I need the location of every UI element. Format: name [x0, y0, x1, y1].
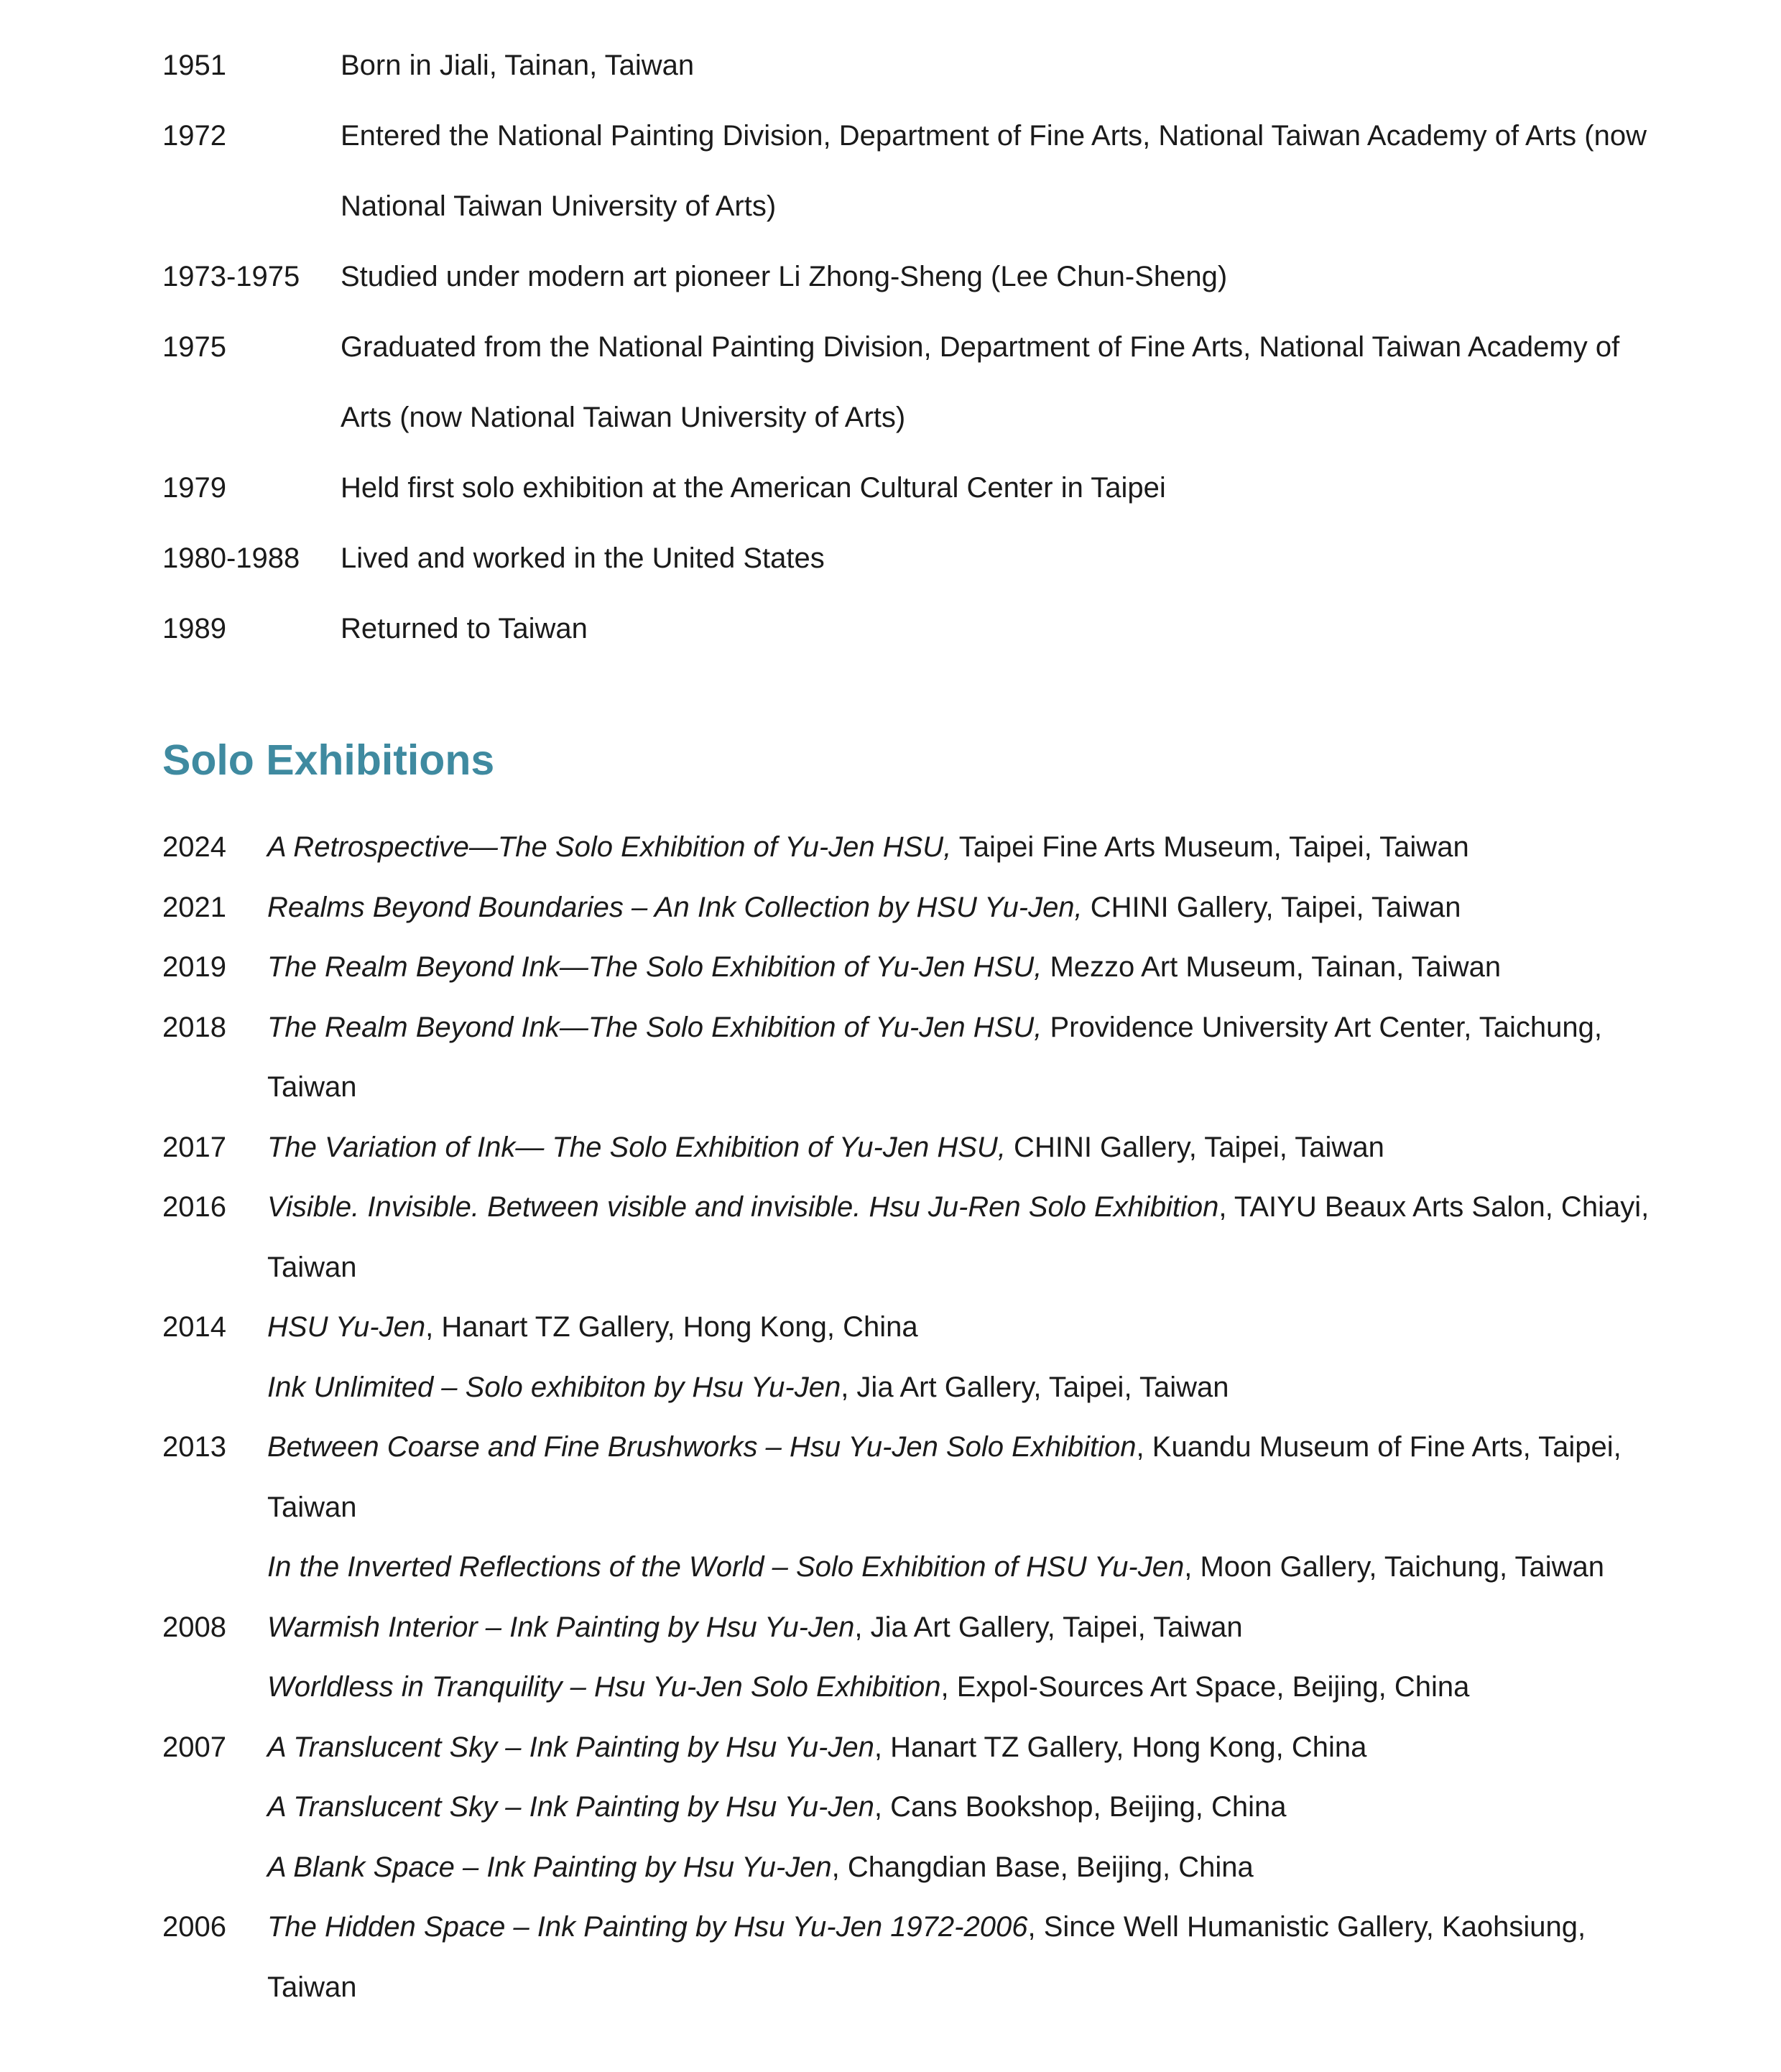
exhibition-text — [262, 1118, 1657, 1178]
bio-year: 1980-1988 — [162, 542, 300, 574]
bio-year: 1951 — [162, 50, 226, 81]
exhibition-year: 2016 — [162, 1191, 226, 1223]
exhibition-text — [262, 1718, 1657, 1778]
exhibition-year: 2014 — [162, 1311, 226, 1343]
exhibition-venue: , Hanart TZ Gallery, Hong Kong, China — [874, 1731, 1367, 1763]
exhibition-text — [262, 938, 1657, 998]
exhibition-year: 2024 — [162, 831, 226, 863]
exhibition-text — [262, 1777, 1657, 1838]
exhibition-venue: , Hanart TZ Gallery, Hong Kong, China — [425, 1311, 918, 1343]
bio-entry — [162, 593, 1657, 664]
exhibition-text — [262, 1598, 1657, 1658]
bio-text: Born in Jiali, Tainan, Taiwan — [341, 50, 695, 81]
bio-text: Studied under modern art pioneer Li Zhong-Sheng (Lee Chun-Sheng) — [341, 261, 1228, 292]
exhibition-text — [262, 1537, 1657, 1598]
exhibition-entry — [162, 1298, 1657, 1358]
bio-year: 1979 — [162, 472, 226, 504]
exhibition-title: The Variation of Ink— The Solo Exhibition of Yu-Jen HSU, — [267, 1131, 1006, 1163]
biography-timeline — [162, 30, 1657, 664]
exhibition-venue: , Kuandu Museum of Fine Arts, Taipei, Taiwan — [267, 1431, 1622, 1523]
exhibition-title: A Blank Space – Ink Painting by Hsu Yu-Jen — [267, 1851, 832, 1883]
exhibition-text — [262, 998, 1657, 1118]
bio-text: Lived and worked in the United States — [341, 542, 825, 574]
exhibition-title: The Hidden Space – Ink Painting by Hsu Yu-Jen 1972-2006 — [267, 1911, 1028, 1943]
exhibition-year: 2021 — [162, 891, 226, 923]
exhibition-venue: , TAIYU Beaux Arts Salon, Chiayi, Taiwan — [267, 1191, 1650, 1283]
exhibition-venue: , Cans Bookshop, Beijing, China — [874, 1791, 1287, 1823]
exhibition-entry — [162, 1178, 1657, 1298]
exhibition-title: HSU Yu-Jen — [267, 1311, 426, 1343]
exhibition-venue: , Moon Gallery, Taichung, Taiwan — [1184, 1551, 1604, 1583]
exhibition-venue: , Since Well Humanistic Gallery, Kaohsiung, Taiwan — [267, 1911, 1586, 2003]
exhibition-venue: Providence University Art Center, Taichung, Taiwan — [267, 1011, 1602, 1103]
exhibition-text — [262, 1838, 1657, 1898]
exhibition-title: Ink Unlimited – Solo exhibiton by Hsu Yu-Jen — [267, 1371, 841, 1403]
exhibition-title: A Translucent Sky – Ink Painting by Hsu Yu-Jen — [267, 1791, 874, 1823]
exhibition-entry — [162, 1657, 1657, 1718]
exhibition-entry — [162, 1838, 1657, 1898]
bio-year: 1973-1975 — [162, 261, 300, 292]
exhibition-text — [262, 1657, 1657, 1718]
exhibition-title: Between Coarse and Fine Brushworks – Hsu Yu-Jen Solo Exhibition — [267, 1431, 1137, 1463]
bio-text: Returned to Taiwan — [341, 613, 588, 644]
exhibition-entry — [162, 878, 1657, 938]
exhibition-title: The Realm Beyond Ink—The Solo Exhibition of Yu-Jen HSU, — [267, 1011, 1042, 1043]
bio-entry — [162, 453, 1657, 523]
exhibition-text — [262, 818, 1657, 878]
section-heading-solo-exhibitions: Solo Exhibitions — [162, 736, 495, 784]
exhibition-venue: , Changdian Base, Beijing, China — [831, 1851, 1254, 1883]
exhibition-entry — [162, 1537, 1657, 1598]
bio-text: Entered the National Painting Division, Department of Fine Arts, National Taiwan Academy of Arts (now National Taiwan University of Arts) — [341, 120, 1647, 222]
exhibition-entry — [162, 1897, 1657, 2017]
exhibition-venue: CHINI Gallery, Taipei, Taiwan — [1082, 891, 1461, 923]
bio-year: 1972 — [162, 120, 226, 152]
exhibition-entry — [162, 1118, 1657, 1178]
bio-year: 1975 — [162, 331, 226, 363]
exhibition-entry — [162, 818, 1657, 878]
exhibition-title: In the Inverted Reflections of the World – Solo Exhibition of HSU Yu-Jen — [267, 1551, 1185, 1583]
exhibition-entry — [162, 1358, 1657, 1418]
exhibition-text — [262, 1897, 1657, 2017]
exhibition-text — [262, 1358, 1657, 1418]
exhibition-venue: Taipei Fine Arts Museum, Taipei, Taiwan — [951, 831, 1469, 863]
exhibition-title: Visible. Invisible. Between visible and invisible. Hsu Ju-Ren Solo Exhibition — [267, 1191, 1219, 1223]
bio-year: 1989 — [162, 613, 226, 644]
exhibition-year: 2019 — [162, 951, 226, 983]
exhibition-year: 2007 — [162, 1731, 226, 1763]
exhibition-title: The Realm Beyond Ink—The Solo Exhibition of Yu-Jen HSU, — [267, 951, 1042, 983]
bio-entry — [162, 30, 1657, 101]
exhibition-venue: , Expol-Sources Art Space, Beijing, China — [940, 1671, 1470, 1703]
exhibition-title: A Translucent Sky – Ink Painting by Hsu Yu-Jen — [267, 1731, 874, 1763]
exhibition-year: 2017 — [162, 1131, 226, 1163]
exhibition-text — [262, 878, 1657, 938]
exhibition-entry — [162, 1598, 1657, 1658]
exhibition-entry — [162, 998, 1657, 1118]
exhibition-year: 2018 — [162, 1011, 226, 1043]
exhibition-text — [262, 1417, 1657, 1537]
exhibition-entry — [162, 1417, 1657, 1537]
bio-text: Graduated from the National Painting Division, Department of Fine Arts, National Taiwan Academy of Arts (now National Taiwan University of Arts) — [341, 331, 1620, 433]
exhibition-title: A Retrospective—The Solo Exhibition of Yu-Jen HSU, — [267, 831, 952, 863]
bio-entry — [162, 312, 1657, 453]
exhibition-venue: , Jia Art Gallery, Taipei, Taiwan — [841, 1371, 1229, 1403]
exhibition-text — [262, 1178, 1657, 1298]
bio-entry — [162, 523, 1657, 593]
exhibition-year: 2008 — [162, 1611, 226, 1643]
exhibition-entry — [162, 938, 1657, 998]
exhibition-entry — [162, 1777, 1657, 1838]
bio-text: Held first solo exhibition at the American Cultural Center in Taipei — [341, 472, 1166, 504]
bio-entry — [162, 241, 1657, 312]
exhibition-title: Realms Beyond Boundaries – An Ink Collection by HSU Yu-Jen, — [267, 891, 1083, 923]
exhibition-year: 2013 — [162, 1431, 226, 1463]
exhibition-venue: , Jia Art Gallery, Taipei, Taiwan — [854, 1611, 1243, 1643]
exhibition-venue: Mezzo Art Museum, Tainan, Taiwan — [1042, 951, 1502, 983]
exhibition-title: Warmish Interior – Ink Painting by Hsu Yu-Jen — [267, 1611, 855, 1643]
exhibition-title: Worldless in Tranquility – Hsu Yu-Jen Solo Exhibition — [267, 1671, 941, 1703]
exhibition-entry — [162, 1718, 1657, 1778]
exhibition-year: 2006 — [162, 1911, 226, 1943]
bio-entry — [162, 101, 1657, 241]
exhibition-venue: CHINI Gallery, Taipei, Taiwan — [1005, 1131, 1384, 1163]
solo-exhibitions-list — [162, 818, 1657, 2017]
exhibition-text — [262, 1298, 1657, 1358]
